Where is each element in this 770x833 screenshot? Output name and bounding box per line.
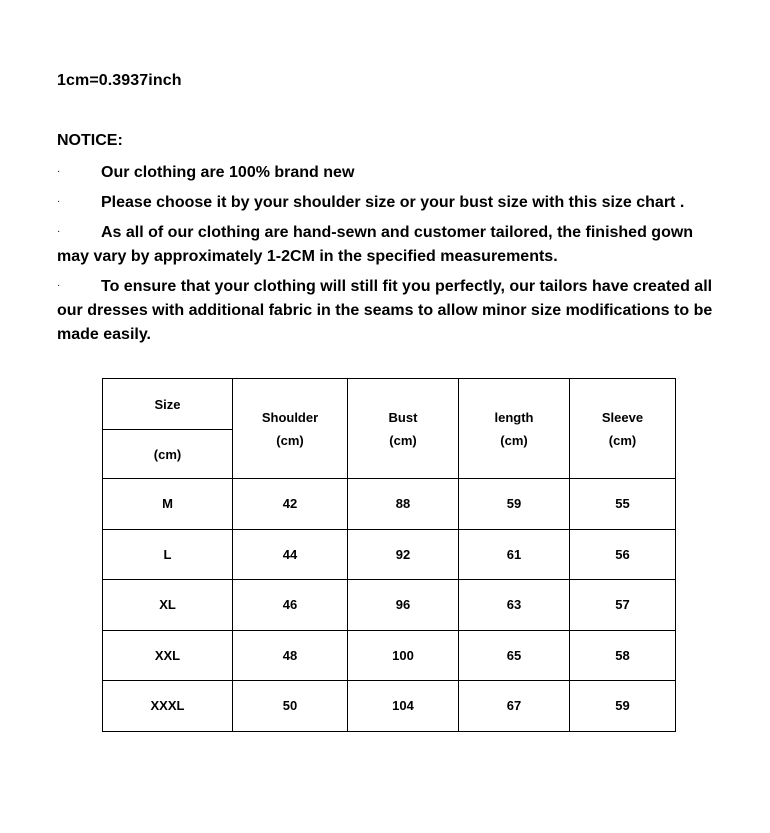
column-name: Sleeve	[601, 409, 644, 425]
column-name: Shoulder	[261, 409, 319, 425]
table-row	[103, 479, 676, 530]
notice-item-text: Our clothing are 100% brand new	[101, 164, 355, 181]
notice-list	[57, 161, 722, 353]
length-cell: 61	[459, 529, 570, 580]
sleeve-header-cell	[570, 379, 676, 479]
shoulder-cell: 42	[233, 479, 348, 530]
notice-item-text: Please choose it by your shoulder size or your bust size with this size chart .	[101, 194, 685, 211]
sleeve-cell: 57	[570, 580, 676, 631]
shoulder-cell: 50	[233, 681, 348, 732]
size-cell: L	[103, 529, 233, 580]
bust-cell: 96	[348, 580, 459, 631]
bust-cell: 100	[348, 630, 459, 681]
column-unit: (cm)	[389, 432, 417, 448]
sleeve-cell: 56	[570, 529, 676, 580]
table-row	[103, 681, 676, 732]
size-unit-cell: (cm)	[103, 430, 233, 479]
table-row	[103, 580, 676, 631]
column-name: Bust	[388, 409, 418, 425]
bullet-icon: ·	[57, 280, 61, 291]
size-cell: XXXL	[103, 681, 233, 732]
length-cell: 63	[459, 580, 570, 631]
bust-cell: 104	[348, 681, 459, 732]
notice-item-text: To ensure that your clothing will still fit you perfectly, our tailors have created all our dresses with additional fabric in the seams to allow minor size modifications to be made easily.	[57, 278, 713, 343]
shoulder-header-cell	[233, 379, 348, 479]
size-cell: XL	[103, 580, 233, 631]
sleeve-cell: 58	[570, 630, 676, 681]
notice-item	[57, 191, 722, 215]
bust-cell: 92	[348, 529, 459, 580]
length-cell: 59	[459, 479, 570, 530]
bust-cell: 88	[348, 479, 459, 530]
unit-conversion: 1cm=0.3937inch	[57, 72, 182, 89]
shoulder-cell: 48	[233, 630, 348, 681]
notice-item-text: As all of our clothing are hand-sewn and customer tailored, the finished gown may vary by approximately 1-2CM in the specified measurements.	[57, 224, 694, 265]
size-header-cell: Size	[103, 379, 233, 430]
bullet-icon: ·	[57, 196, 61, 207]
bust-header-cell	[348, 379, 459, 479]
table-row	[103, 630, 676, 681]
notice-heading: NOTICE:	[57, 132, 123, 149]
shoulder-cell: 46	[233, 580, 348, 631]
sleeve-cell: 59	[570, 681, 676, 732]
bullet-icon: ·	[57, 166, 61, 177]
notice-item	[57, 221, 722, 269]
length-header-cell	[459, 379, 570, 479]
column-name: length	[494, 409, 534, 425]
column-unit: (cm)	[608, 432, 637, 448]
bullet-icon: ·	[57, 226, 61, 237]
column-unit: (cm)	[500, 432, 528, 448]
size-cell: XXL	[103, 630, 233, 681]
shoulder-cell: 44	[233, 529, 348, 580]
length-cell: 67	[459, 681, 570, 732]
notice-item	[57, 275, 722, 347]
size-chart-table	[102, 378, 676, 732]
column-unit: (cm)	[276, 432, 304, 448]
table-header-row	[103, 379, 676, 430]
size-cell: M	[103, 479, 233, 530]
sleeve-cell: 55	[570, 479, 676, 530]
notice-item	[57, 161, 722, 185]
table-row	[103, 529, 676, 580]
length-cell: 65	[459, 630, 570, 681]
